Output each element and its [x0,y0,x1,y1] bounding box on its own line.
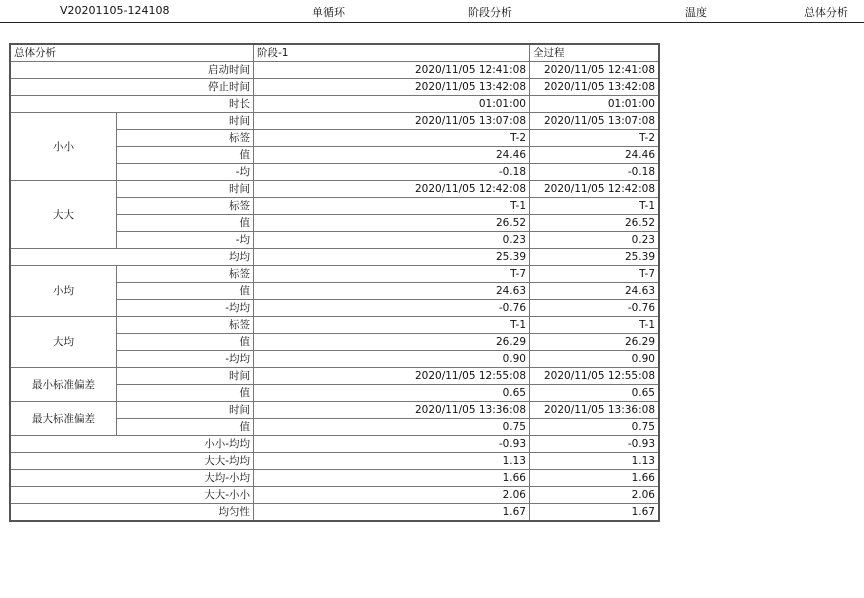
row-label: -均 [117,164,254,181]
row-label: -均均 [117,351,254,368]
cell-full-value: T-1 [530,198,659,215]
row-label: 时间 [117,402,254,419]
row-group-label: 大均 [11,317,117,368]
cell-full-value: -0.93 [530,436,659,453]
cell-full-value: 1.67 [530,504,659,521]
tab-overall-analysis[interactable]: 总体分析 [804,6,848,19]
cell-stage-value: 2020/11/05 13:42:08 [254,79,530,96]
cell-full-value: 2020/11/05 13:07:08 [530,113,659,130]
cell-stage-value: 2020/11/05 13:36:08 [254,402,530,419]
cell-full-value: -0.76 [530,300,659,317]
cell-stage-value: 1.66 [254,470,530,487]
cell-full-value: 2.06 [530,487,659,504]
row-label: 均匀性 [11,504,254,521]
row-label: 大大-小小 [11,487,254,504]
table-row [11,504,659,521]
tab-stage-analysis[interactable]: 阶段分析 [468,6,512,19]
row-label: -均 [117,232,254,249]
cell-stage-value: 01:01:00 [254,96,530,113]
row-label: 标签 [117,266,254,283]
column-header-full: 全过程 [530,45,659,62]
tab-single-cycle[interactable]: 单循环 [312,6,345,19]
cell-stage-value: 2020/11/05 12:55:08 [254,368,530,385]
cell-stage-value: 2.06 [254,487,530,504]
cell-full-value: T-7 [530,266,659,283]
cell-full-value: 0.75 [530,419,659,436]
row-label: 大大-均均 [11,453,254,470]
cell-stage-value: 1.67 [254,504,530,521]
version-label: V20201105-124108 [60,4,170,17]
cell-stage-value: -0.76 [254,300,530,317]
cell-full-value: 1.66 [530,470,659,487]
cell-stage-value: -0.93 [254,436,530,453]
table-row [11,470,659,487]
cell-stage-value: 2020/11/05 13:07:08 [254,113,530,130]
cell-full-value: 1.13 [530,453,659,470]
row-label: 值 [117,334,254,351]
tab-temperature[interactable]: 温度 [685,6,707,19]
cell-full-value: 26.29 [530,334,659,351]
cell-full-value: 0.23 [530,232,659,249]
cell-full-value: T-1 [530,317,659,334]
overall-analysis-table [10,44,658,584]
cell-full-value: 26.52 [530,215,659,232]
table-row [11,96,659,113]
row-label: 值 [117,283,254,300]
table-row [11,113,659,130]
cell-stage-value: 25.39 [254,249,530,266]
cell-stage-value: 0.90 [254,351,530,368]
cell-full-value: 2020/11/05 13:42:08 [530,79,659,96]
cell-stage-value: T-2 [254,130,530,147]
cell-stage-value: 26.29 [254,334,530,351]
cell-stage-value: 24.46 [254,147,530,164]
table-row [11,62,659,79]
cell-stage-value: 0.75 [254,419,530,436]
table-row [11,436,659,453]
cell-stage-value: 0.65 [254,385,530,402]
cell-full-value: T-2 [530,130,659,147]
row-label: 时间 [117,113,254,130]
cell-stage-value: 1.13 [254,453,530,470]
row-label: 标签 [117,198,254,215]
report-header [0,0,864,26]
cell-full-value: 24.63 [530,283,659,300]
cell-full-value: 2020/11/05 12:55:08 [530,368,659,385]
cell-stage-value: 24.63 [254,283,530,300]
row-label: 值 [117,215,254,232]
table-row [11,249,659,266]
cell-stage-value: T-1 [254,198,530,215]
table-row [11,453,659,470]
row-label: 小小-均均 [11,436,254,453]
row-group-label: 大大 [11,181,117,249]
row-label: 停止时间 [11,79,254,96]
table-header-row [11,45,659,62]
row-group-label: 最大标准偏差 [11,402,117,436]
cell-stage-value: 0.23 [254,232,530,249]
cell-stage-value: 2020/11/05 12:41:08 [254,62,530,79]
table-row [11,181,659,198]
cell-full-value: 2020/11/05 12:42:08 [530,181,659,198]
cell-full-value: 24.46 [530,147,659,164]
cell-full-value: 2020/11/05 13:36:08 [530,402,659,419]
cell-stage-value: T-1 [254,317,530,334]
table-row [11,317,659,334]
row-label: -均均 [117,300,254,317]
column-header-stage: 阶段-1 [254,45,530,62]
table-row [11,402,659,419]
row-group-label: 最小标准偏差 [11,368,117,402]
row-label: 大均-小均 [11,470,254,487]
row-label: 时长 [11,96,254,113]
table-row [11,79,659,96]
row-label: 标签 [117,317,254,334]
table-row [11,487,659,504]
cell-full-value: -0.18 [530,164,659,181]
cell-stage-value: T-7 [254,266,530,283]
row-label: 值 [117,385,254,402]
row-label: 标签 [117,130,254,147]
table-row [11,266,659,283]
row-label: 时间 [117,181,254,198]
row-group-label: 小均 [11,266,117,317]
row-label: 均均 [11,249,254,266]
row-label: 启动时间 [11,62,254,79]
table-row [11,368,659,385]
cell-full-value: 25.39 [530,249,659,266]
row-label: 值 [117,147,254,164]
cell-stage-value: -0.18 [254,164,530,181]
table-title: 总体分析 [11,45,254,62]
cell-full-value: 0.90 [530,351,659,368]
cell-full-value: 01:01:00 [530,96,659,113]
row-label: 时间 [117,368,254,385]
cell-full-value: 0.65 [530,385,659,402]
row-group-label: 小小 [11,113,117,181]
cell-full-value: 2020/11/05 12:41:08 [530,62,659,79]
cell-stage-value: 26.52 [254,215,530,232]
row-label: 值 [117,419,254,436]
header-divider [0,22,864,23]
cell-stage-value: 2020/11/05 12:42:08 [254,181,530,198]
